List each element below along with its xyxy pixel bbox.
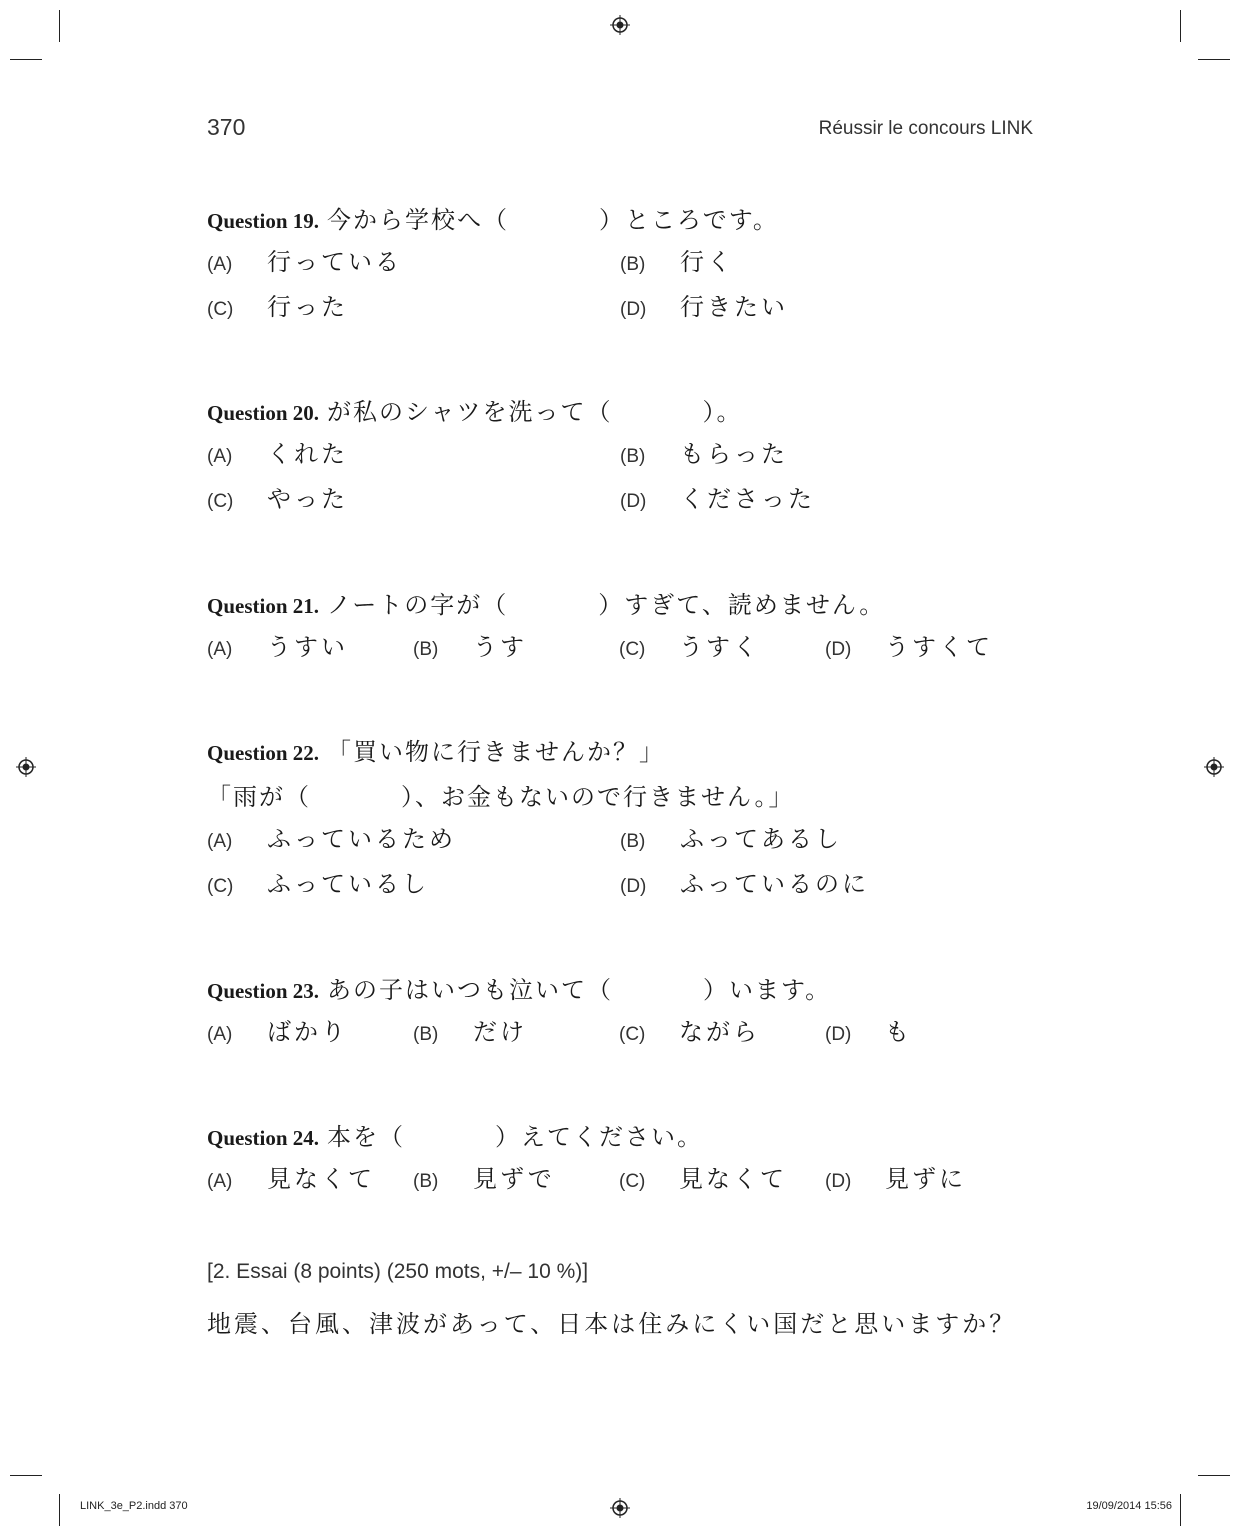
option-a[interactable] <box>207 242 620 277</box>
option-letter: (A) <box>207 639 233 660</box>
option-b[interactable] <box>620 434 1033 469</box>
option-letter: (C) <box>207 491 234 512</box>
option-d[interactable] <box>825 1012 1031 1047</box>
question-label: Question 19. <box>207 209 320 233</box>
option-letter: (A) <box>207 1024 233 1045</box>
question-text-after: ）えてください。 <box>495 1123 704 1151</box>
option-letter: (A) <box>207 831 233 852</box>
option-letter: (D) <box>825 1024 852 1045</box>
question-22 <box>207 732 1037 909</box>
question-text-after: ）。 <box>702 398 743 426</box>
option-text: うすい <box>267 633 348 661</box>
registration-mark-icon <box>1204 757 1224 777</box>
option-text: 見なくて <box>679 1165 787 1193</box>
option-letter: (B) <box>413 1024 439 1045</box>
crop-mark <box>10 59 42 60</box>
option-letter: (D) <box>825 639 852 660</box>
option-text: ふってあるし <box>680 825 842 853</box>
registration-mark-icon <box>610 15 630 35</box>
option-text: だけ <box>473 1018 527 1046</box>
question-label: Question 20. <box>207 401 320 425</box>
options-row <box>207 627 1037 672</box>
question-stem <box>207 1117 1037 1151</box>
option-letter: (C) <box>619 639 646 660</box>
question-stem-line-2 <box>207 777 1037 811</box>
registration-mark-icon <box>610 1498 630 1518</box>
registration-mark-icon <box>16 757 36 777</box>
question-text-before: ノートの字が（ <box>327 591 509 619</box>
crop-mark <box>1180 1494 1181 1526</box>
question-stem <box>207 585 1037 619</box>
options-row <box>207 1012 1037 1057</box>
question-stem <box>207 392 1037 426</box>
question-text-before: 本を（ <box>327 1123 406 1151</box>
option-b[interactable] <box>413 1012 619 1047</box>
option-letter: (A) <box>207 446 233 467</box>
crop-mark <box>1198 59 1230 60</box>
option-letter: (C) <box>207 299 234 320</box>
option-text: もらった <box>680 440 788 468</box>
option-c[interactable] <box>619 627 825 662</box>
options-row <box>207 287 1037 332</box>
option-letter: (B) <box>620 831 646 852</box>
option-letter: (C) <box>619 1024 646 1045</box>
crop-mark <box>59 1494 60 1526</box>
option-b[interactable] <box>413 627 619 662</box>
question-text-before: あの子はいつも泣いて（ <box>327 976 614 1004</box>
running-title: Réussir le concours LINK <box>818 118 1033 139</box>
options-row <box>207 1159 1037 1204</box>
question-label: Question 22. <box>207 741 320 765</box>
option-letter: (B) <box>413 639 439 660</box>
option-a[interactable] <box>207 819 620 854</box>
question-text-after: ）、お金もないので行きません。」 <box>401 783 795 811</box>
essay-title: [2. Essai (8 points) (250 mots, +/– 10 %)] <box>207 1260 589 1283</box>
option-d[interactable] <box>825 627 1031 662</box>
option-c[interactable] <box>619 1159 825 1194</box>
option-text: も <box>885 1018 912 1046</box>
option-letter: (D) <box>620 876 647 897</box>
question-21 <box>207 585 1037 672</box>
question-text-before: が私のシャツを洗って（ <box>327 398 613 426</box>
question-19 <box>207 200 1037 332</box>
option-d[interactable] <box>620 287 1033 322</box>
option-d[interactable] <box>620 479 1033 514</box>
option-text: ふっているのに <box>680 870 869 898</box>
page-number: 370 <box>207 114 246 140</box>
options-row <box>207 242 1037 287</box>
question-text-before: 「買い物に行きませんか？」 <box>327 738 666 766</box>
options-row <box>207 479 1037 524</box>
question-text-before: 「雨が（ <box>207 783 311 811</box>
option-text: 行った <box>267 293 348 321</box>
option-text: 見ずで <box>473 1165 555 1193</box>
options-row <box>207 864 1037 909</box>
question-text-after: ）ところです。 <box>599 206 779 234</box>
question-text-after: ）います。 <box>703 976 832 1004</box>
option-a[interactable] <box>207 627 413 662</box>
option-text: うす <box>473 633 527 661</box>
option-letter: (B) <box>413 1171 439 1192</box>
option-c[interactable] <box>207 287 620 322</box>
option-text: 見ずに <box>885 1165 966 1193</box>
question-stem <box>207 200 1037 234</box>
option-text: うすくて <box>885 633 993 661</box>
option-text: ながら <box>679 1018 760 1046</box>
option-text: くださった <box>680 485 815 513</box>
question-24 <box>207 1117 1037 1204</box>
footer-file-info: LINK_3e_P2.indd 370 <box>80 1500 188 1512</box>
option-c[interactable] <box>207 864 620 899</box>
option-letter: (C) <box>619 1171 646 1192</box>
option-letter: (D) <box>620 299 647 320</box>
options-row <box>207 434 1037 479</box>
option-text: 行く <box>680 248 734 276</box>
option-d[interactable] <box>620 864 1033 899</box>
options-row <box>207 819 1037 864</box>
essay-prompt: 地震、台風、津波があって、日本は住みにくい国だと思いますか？ <box>207 1310 1017 1338</box>
crop-mark <box>59 10 60 42</box>
question-text-before: 今から学校へ（ <box>327 206 510 234</box>
option-b[interactable] <box>620 242 1033 277</box>
question-label: Question 24. <box>207 1126 320 1150</box>
option-letter: (B) <box>620 254 646 275</box>
option-letter: (D) <box>620 491 647 512</box>
question-stem <box>207 970 1037 1004</box>
crop-mark <box>1180 10 1181 42</box>
option-text: やった <box>267 485 348 513</box>
option-letter: (B) <box>620 446 646 467</box>
option-letter: (C) <box>207 876 234 897</box>
option-a[interactable] <box>207 1159 413 1194</box>
option-text: ふっているし <box>267 870 429 898</box>
crop-mark <box>1198 1475 1230 1476</box>
option-b[interactable] <box>620 819 1033 854</box>
option-a[interactable] <box>207 434 620 469</box>
option-letter: (A) <box>207 254 233 275</box>
option-text: ばかり <box>267 1018 348 1046</box>
question-20 <box>207 392 1037 524</box>
question-23 <box>207 970 1037 1057</box>
footer-date-info: 19/09/2014 15:56 <box>1086 1500 1172 1512</box>
option-text: 行っている <box>267 248 402 276</box>
option-a[interactable] <box>207 1012 413 1047</box>
option-text: 行きたい <box>680 293 788 321</box>
option-text: くれた <box>267 440 348 468</box>
option-c[interactable] <box>207 479 620 514</box>
question-label: Question 21. <box>207 594 320 618</box>
option-c[interactable] <box>619 1012 825 1047</box>
question-label: Question 23. <box>207 979 320 1003</box>
option-letter: (A) <box>207 1171 233 1192</box>
option-text: うすく <box>679 633 760 661</box>
question-stem <box>207 732 1037 766</box>
option-letter: (D) <box>825 1171 852 1192</box>
option-text: 見なくて <box>267 1165 375 1193</box>
option-text: ふっているため <box>267 825 456 853</box>
crop-mark <box>10 1475 42 1476</box>
option-d[interactable] <box>825 1159 1031 1194</box>
option-b[interactable] <box>413 1159 619 1194</box>
question-text-after: ）すぎて、読めません。 <box>598 591 886 619</box>
